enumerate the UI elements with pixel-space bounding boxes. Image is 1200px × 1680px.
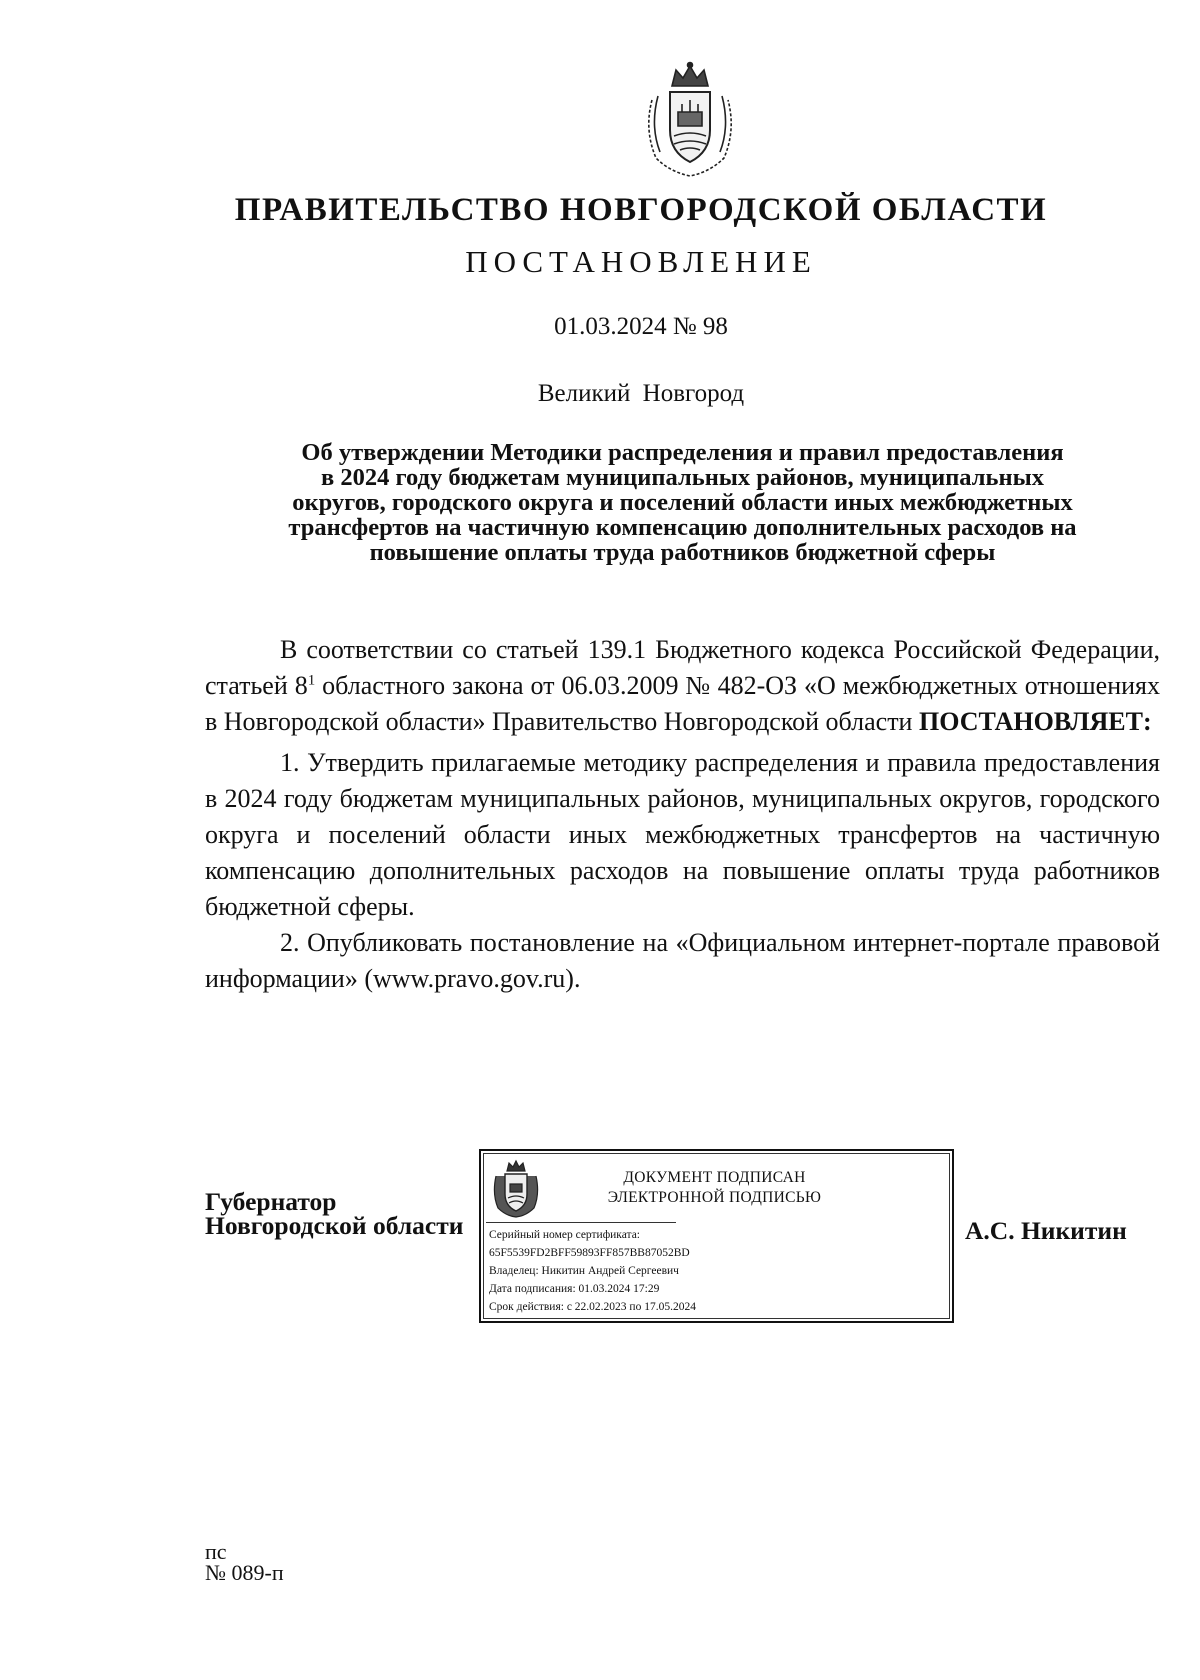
signatory-name: А.С. Никитин [965,1216,1127,1245]
subject-line: Об утверждении Методики распределения и правил предоставления [301,439,1064,466]
paragraph-preamble [205,632,1160,740]
stamp-serial-label: Серийный номер сертификата: [489,1229,640,1241]
stamp-heading [552,1168,877,1208]
organization-title: ПРАВИТЕЛЬСТВО НОВГОРОДСКОЙ ОБЛАСТИ [234,192,1048,228]
document-footer [205,1541,284,1583]
signatory-title [205,1187,464,1240]
stamp-sign-date: Дата подписания: 01.03.2024 17:29 [489,1283,660,1295]
document-date-number: 01.03.2024 № 98 [554,313,728,340]
stamp-owner: Владелец: Никитин Андрей Сергеевич [489,1265,679,1277]
paragraph-item-1: 1. Утвердить прилагаемые методику распределения и правила предоставления в 2024 году бюджетам муниципальных районов, муниципальных округов, городского округа и поселений области иных межбюджетных трансфертов на частичную компенсацию дополнительных расходов на повышение оплаты труда работников бюджетной сферы. [205,748,1160,921]
stamp-serial: 65F5539FD2BFF59893FF857BB87052BD [489,1247,690,1259]
subject-line: округов, городского округа и поселений области иных межбюджетных [292,489,1073,516]
subject-line: повышение оплаты труда работников бюджетной сферы [369,539,996,566]
signatory-title-line: Новгородской области [205,1211,464,1240]
stamp-heading-line: ЭЛЕКТРОННОЙ ПОДПИСЬЮ [607,1189,822,1206]
stamp-divider [486,1222,676,1223]
preamble-text-cont: областного закона от 06.03.2009 № 482-ОЗ «О межбюджетных отношениях в Новгородской области» Правительство Новгородской области [205,671,1160,736]
preamble-text: В соответствии со статьей 139.1 Бюджетного кодекса Российской Федерации, статьей 8 [205,635,1160,700]
document-type: ПОСТАНОВЛЕНИЕ [465,244,817,279]
footer-line: пс [205,1539,227,1564]
footer-line: № 089-п [205,1560,284,1585]
coat-of-arms-icon [640,60,740,180]
signatory-title-line: Губернатор [205,1187,337,1216]
document-body [205,632,1160,997]
resolution-keyword: ПОСТАНОВЛЯЕТ: [918,707,1152,736]
stamp-validity: Срок действия: с 22.02.2023 по 17.05.2024 [489,1301,696,1313]
stamp-heading-line: ДОКУМЕНТ ПОДПИСАН [623,1169,806,1186]
document-city: Великий Новгород [537,380,745,407]
subject-line: в 2024 году бюджетам муниципальных районов, муниципальных [321,464,1044,491]
document-subject [205,440,1160,565]
paragraph-item-2: 2. Опубликовать постановление на «Официальном интернет-портале правовой информации» (www.pravo.gov.ru). [205,928,1160,993]
stamp-coat-of-arms-icon [490,1158,542,1218]
article-superscript: 1 [307,672,316,689]
stamp-details [489,1226,696,1316]
subject-line: трансфертов на частичную компенсацию дополнительных расходов на [288,514,1077,541]
